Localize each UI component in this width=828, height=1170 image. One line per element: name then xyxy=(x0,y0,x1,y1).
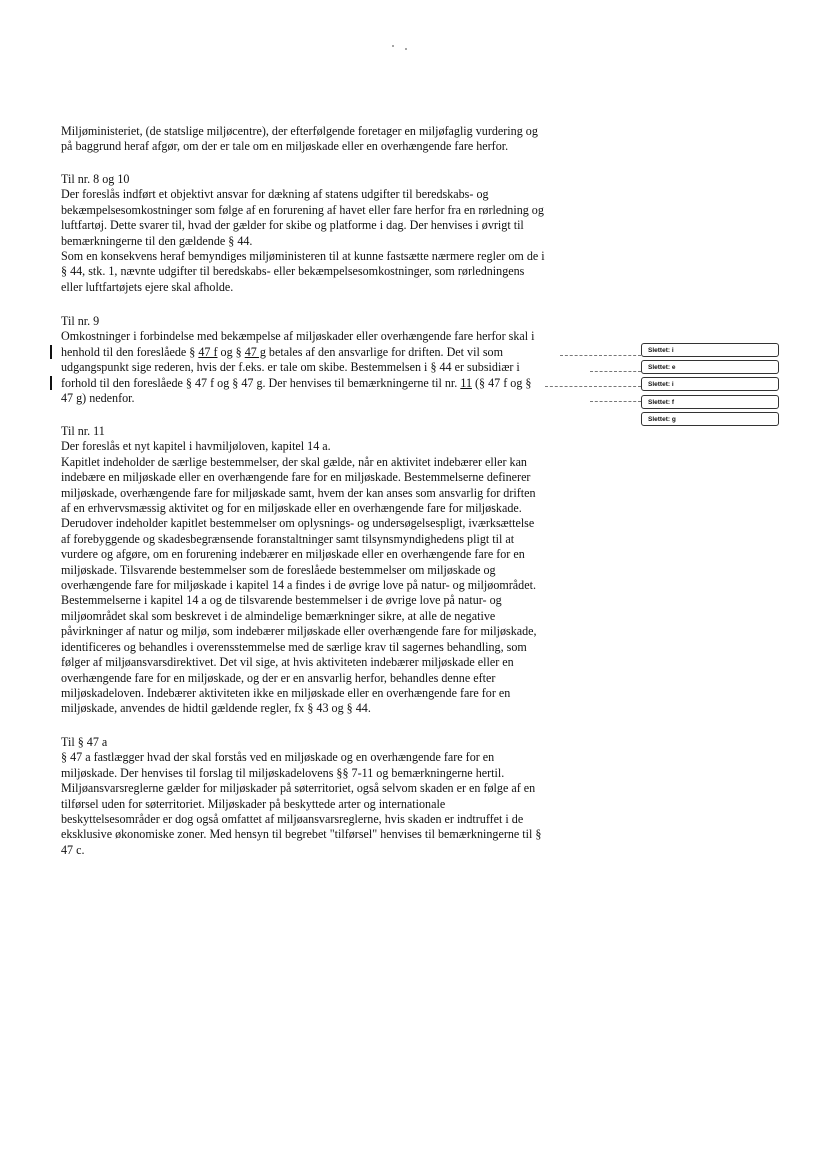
section-47a xyxy=(61,735,606,858)
intro-line: Miljøministeriet, (de statslige miljøcentre), der efterfølgende foretager en miljøfaglig vurdering og xyxy=(61,124,538,138)
body-line: miljøskade. Tilsvarende bestemmelser som de foreslåede bestemmelser om miljøskade og xyxy=(61,562,496,577)
body-line: luftfartøj. Dette svarer til, hvad der gælder for skibe og platforme i dag. Der henvises i øvrigt til xyxy=(61,218,524,233)
body-line: indebære en miljøskade eller en overhængende fare for en miljøskade. Bestemmelserne definerer xyxy=(61,470,531,485)
section-heading: Til nr. 8 og 10 xyxy=(61,172,130,186)
body-line: af en erhvervsmæssig aktivitet og for en miljøskade eller en overhængende fare for miljøskade. xyxy=(61,501,522,516)
body-line: Bestemmelserne i kapitel 14 a og de tilsvarende bestemmelser i de øvrige love på natur- og xyxy=(61,593,502,608)
deleted-comment-balloon[interactable]: Slettet: i xyxy=(641,343,779,357)
body-line: miljøskade. Der henvises til forslag til miljøskadelovens §§ 7-11 og bemærkningerne hertil. xyxy=(61,765,505,780)
body-line: identificeres og behandles i overensstemmelse med de særlige krav til sagernes behandling, som xyxy=(61,639,527,654)
deleted-comment-balloon[interactable]: Slettet: g xyxy=(641,412,779,426)
body-line: udgangspunkt sige rederen, hvis der f.eks. er tale om skibe. Bestemmelsen i § 44 er subsidiær i xyxy=(61,360,520,375)
body-line: vurdere og afgøre, om en forurening indebærer en miljøskade eller en overhængende fare for en xyxy=(61,547,525,562)
intro-line: på baggrund heraf afgør, om der er tale om en miljøskade eller en overhængende fare herfor. xyxy=(61,139,509,154)
body-line: Der foreslås et nyt kapitel i havmiljøloven, kapitel 14 a. xyxy=(61,439,331,454)
body-line: miljøskade, overhængende fare for miljøskade samt, hvem der kan anses som ansvarlig for driften xyxy=(61,485,536,500)
body-line: bekæmpelsesomkostninger som følge af en forurening af havet eller fare herfor fra en rørledning og xyxy=(61,202,544,217)
change-bar xyxy=(50,376,52,390)
intro-paragraph xyxy=(61,124,606,155)
comment-connector xyxy=(590,401,641,402)
body-line: miljøskadeloven. Indebærer aktiviteten ikke en miljøskade eller en overhængende fare for en xyxy=(61,685,511,700)
tracked-ref: 47 g xyxy=(244,344,266,359)
body-line: § 44, stk. 1, nævnte udgifter til beredskabs- eller bekæmpelsesomkostninger, som rørledningens xyxy=(61,264,525,279)
body-line: beskyttelsesområder er dog også omfattet af miljøansvarsreglerne, hvis skaden er indtruffet i de xyxy=(61,812,524,827)
body-line-tracked: forhold til den foreslåede § 47 f og § 47 g. Der henvises til bemærkningerne til nr. 11 (§ 47 f og § xyxy=(61,375,532,390)
body-line: 47 g) nedenfor. xyxy=(61,391,135,406)
body-line: eller luftfartøjets ejere skal afholde. xyxy=(61,279,234,294)
body-line: Kapitlet indeholder de særlige bestemmelser, der skal gælde, når en aktivitet indebærer eller kan xyxy=(61,454,527,469)
body-line: eksklusive økonomiske zoner. Med hensyn til begrebet "tilførsel" henvises til bemærkningerne til § xyxy=(61,827,542,842)
section-heading: Til nr. 9 xyxy=(61,314,100,328)
scan-speck xyxy=(392,45,394,47)
section-heading: Til nr. 11 xyxy=(61,424,105,438)
body-line: Omkostninger i forbindelse med bekæmpelse af miljøskader eller overhængende fare herfor skal i xyxy=(61,329,535,344)
body-line: Der foreslås indført et objektivt ansvar for dækning af statens udgifter til beredskabs- og xyxy=(61,187,489,202)
deleted-comment-balloon[interactable]: Slettet: f xyxy=(641,395,779,409)
section-11 xyxy=(61,424,606,717)
body-line: tilførsel uden for søterritoriet. Miljøskader på beskyttede arter og internationale xyxy=(61,796,446,811)
body-line: påvirkninger af natur og miljø, som indebærer miljøskade eller overhængende fare for miljøskade, xyxy=(61,624,537,639)
body-line: bemærkningerne til den gældende § 44. xyxy=(61,233,253,248)
body-line: § 47 a fastlægger hvad der skal forstås ved en miljøskade og en overhængende fare for en xyxy=(61,750,495,765)
body-line: 47 c. xyxy=(61,842,85,857)
body-line: miljøområdet skal som beskrevet i de almindelige bemærkninger sikre, at alle de negative xyxy=(61,608,496,623)
change-bar xyxy=(50,345,52,359)
comment-connector xyxy=(590,371,641,372)
comment-connector xyxy=(560,355,641,356)
deleted-comment-balloon[interactable]: Slettet: i xyxy=(641,377,779,391)
comment-connector xyxy=(545,386,641,387)
body-line: miljøskade, anvendes de hidtil gældende regler, fx § 43 og § 44. xyxy=(61,701,371,716)
section-heading: Til § 47 a xyxy=(61,735,108,749)
deleted-comment-balloon[interactable]: Slettet: e xyxy=(641,360,779,374)
tracked-ref: 47 f xyxy=(198,344,218,359)
section-8-10 xyxy=(61,172,606,295)
section-9 xyxy=(61,314,606,406)
body-line: Miljøansvarsreglerne gælder for miljøskader på søterritoriet, også selvom skaden er en følge af en xyxy=(61,781,536,796)
body-line-tracked: henhold til den foreslåede § 47 f og § 47 g betales af den ansvarlige for driften. Det vil som xyxy=(61,344,503,359)
body-line: Derudover indeholder kapitlet bestemmelser om oplysnings- og undersøgelsespligt, iværksættelse xyxy=(61,516,535,531)
body-line: følger af miljøansvarsdirektivet. Det vil sige, at hvis aktiviteten indebærer miljøskade eller en xyxy=(61,655,514,670)
body-line: Som en konsekvens heraf bemyndiges miljøministeren til at kunne fastsætte nærmere regler om de i xyxy=(61,249,545,264)
body-line: af forebyggende og skadesbegrænsende foranstaltninger samt tilsynsmyndighedens pligt til at xyxy=(61,531,515,546)
body-line: overhængende fare for en miljøskade, og der er en ansvarlig herfor, behandles denne efter xyxy=(61,670,496,685)
scan-speck xyxy=(405,48,407,50)
body-line: overhængende fare for miljøskade i kapitel 14 a findes i de øvrige love på natur- og miljøområdet. xyxy=(61,578,536,593)
tracked-ref: 11 xyxy=(460,375,472,390)
